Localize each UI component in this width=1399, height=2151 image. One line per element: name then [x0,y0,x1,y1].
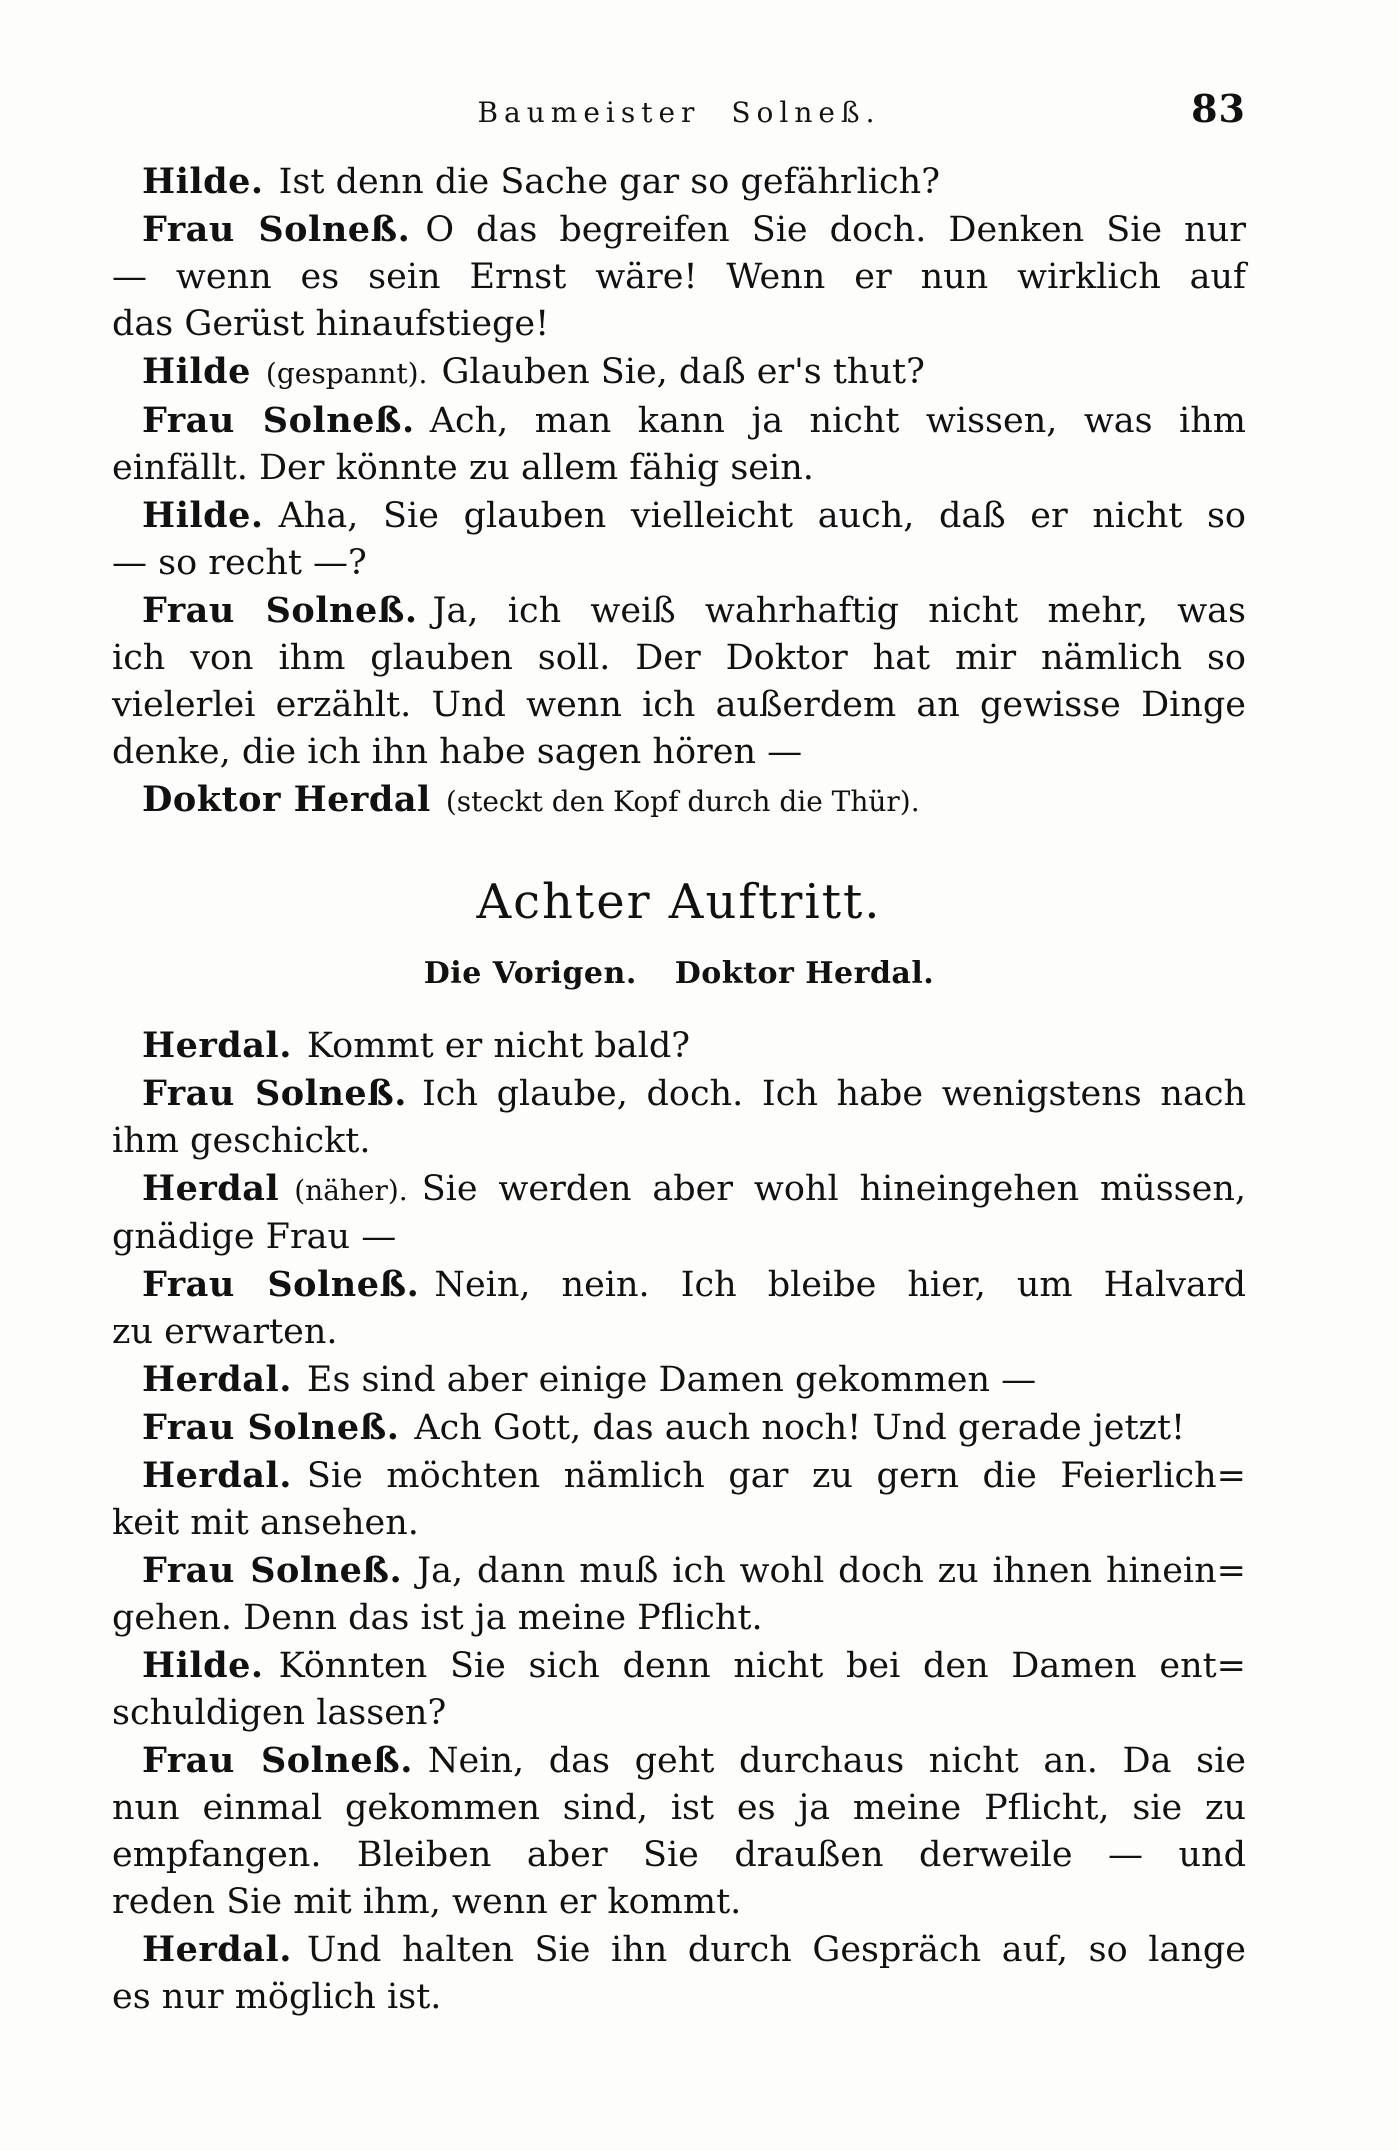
dialogue-line: — so recht —? [112,543,367,583]
stage-direction: (näher). [294,1174,408,1207]
page-header [112,86,1246,146]
dialogue-paragraph-start [112,397,1246,445]
dialogue-text: Es sind aber einige Damen gekommen — [306,1360,1037,1400]
dialogue-paragraph-start [112,206,1246,254]
dialogue-paragraph-start [112,776,1246,825]
dialogue-line: zu erwarten. [112,1312,338,1352]
speaker-name: Frau Solneß. [142,400,415,441]
dialogue-paragraph-start [112,1642,1246,1690]
dialogue-line: keit mit ansehen. [112,1503,419,1543]
dialogue-paragraph-start [112,1022,1246,1070]
running-title: Baumeister Solneß. [477,96,881,129]
dialogue-section-before-scene [112,158,1246,825]
dialogue-paragraph-start [112,1165,1246,1214]
dialogue-paragraph-start [112,1261,1246,1309]
speaker-name: Herdal. [142,1359,292,1400]
scene-cast-doctor: Doktor Herdal. [674,956,935,991]
scene-cast-previous: Die Vorigen. [423,956,637,991]
dialogue-line: schuldigen lassen? [112,1693,447,1733]
dialogue-paragraph-start [112,1070,1246,1118]
dialogue-paragraph-start [112,1926,1246,1974]
dialogue-paragraph-start [112,587,1246,635]
dialogue-paragraph-start [112,492,1246,540]
dialogue-line: empfangen. Bleiben aber Sie draußen derweile — und [112,1835,1246,1875]
scene-cast [112,956,1246,991]
dialogue-line: gnädige Frau — [112,1217,397,1257]
speaker-name: Herdal. [142,1025,292,1066]
speaker-name: Frau Solneß. [142,1550,403,1591]
speaker-name: Doktor Herdal [142,779,431,820]
dialogue-paragraph-start [112,1452,1246,1500]
speaker-name: Frau Solneß. [142,590,418,631]
speaker-name: Herdal. [142,1455,292,1496]
dialogue-line: ihm geschickt. [112,1121,371,1161]
dialogue-paragraph-start [112,1404,1246,1452]
dialogue-line: einfällt. Der könnte zu allem fähig sein. [112,448,814,488]
dialogue-line: nun einmal gekommen sind, ist es ja meine Pflicht, sie zu [112,1788,1246,1828]
dialogue-line: vielerlei erzählt. Und wenn ich außerdem an gewisse Dinge [112,685,1246,725]
speaker-name: Frau Solneß. [142,1740,413,1781]
dialogue-paragraph-start [112,1547,1246,1595]
dialogue-section-after-scene [112,1022,1246,2021]
speaker-name: Hilde [142,351,251,392]
dialogue-paragraph-start [112,1737,1246,1785]
dialogue-text: Ist denn die Sache gar so gefährlich? [278,162,940,202]
scene-heading: Achter Auftritt. [476,874,882,930]
speaker-name: Hilde. [142,1645,264,1686]
dialogue-text: Kommt er nicht bald? [306,1026,691,1066]
speaker-name: Herdal [142,1168,280,1209]
speaker-name: Hilde. [142,495,264,536]
dialogue-text: Ach Gott, das auch noch! Und gerade jetzt! [414,1408,1186,1448]
dialogue-text: O das begreifen Sie doch. Denken Sie nur [425,210,1246,250]
speaker-name: Frau Solneß. [142,1407,400,1448]
speaker-name: Herdal. [142,1929,292,1970]
dialogue-line: es nur möglich ist. [112,1977,442,2017]
speaker-name: Hilde. [142,161,264,202]
dialogue-text: Ach, man kann ja nicht wissen, was ihm [429,401,1246,441]
dialogue-text: Sie möchten nämlich gar zu gern die Feierlich= [306,1456,1246,1496]
dialogue-text: Und halten Sie ihn durch Gespräch auf, so lange [306,1930,1246,1970]
dialogue-text: Aha, Sie glauben vielleicht auch, daß er nicht so [278,496,1246,536]
dialogue-line: ich von ihm glauben soll. Der Doktor hat mir nämlich so [112,638,1246,678]
speaker-name: Frau Solneß. [142,1264,420,1305]
speaker-name: Frau Solneß. [142,1073,407,1114]
dialogue-paragraph-start [112,158,1246,206]
dialogue-line: gehen. Denn das ist ja meine Pflicht. [112,1598,763,1638]
stage-direction: (gespannt). [265,357,428,390]
dialogue-text: Ja, ich weiß wahrhaftig nicht mehr, was [432,591,1246,631]
dialogue-text: Könnten Sie sich denn nicht bei den Damen ent= [278,1646,1246,1686]
dialogue-line: denke, die ich ihn habe sagen hören — [112,732,803,772]
dialogue-text: Glauben Sie, daß er's thut? [441,352,925,392]
dialogue-paragraph-start [112,1356,1246,1404]
dialogue-line: — wenn es sein Ernst wäre! Wenn er nun wirklich auf [112,257,1246,297]
dialogue-text: Sie werden aber wohl hineingehen müssen, [421,1169,1246,1209]
dialogue-paragraph-start [112,348,1246,397]
speaker-name: Frau Solneß. [142,209,411,250]
dialogue-text: Nein, das geht durchaus nicht an. Da sie [427,1741,1246,1781]
dialogue-text: Nein, nein. Ich bleibe hier, um Halvard [434,1265,1246,1305]
dialogue-text: Ich glaube, doch. Ich habe wenigstens nach [421,1074,1246,1114]
page-number: 83 [1191,86,1246,131]
dialogue-line: reden Sie mit ihm, wenn er kommt. [112,1882,742,1922]
dialogue-line: das Gerüst hinaufstiege! [112,304,550,344]
dialogue-text: Ja, dann muß ich wohl doch zu ihnen hinein= [417,1551,1246,1591]
stage-direction: (steckt den Kopf durch die Thür). [445,785,920,818]
